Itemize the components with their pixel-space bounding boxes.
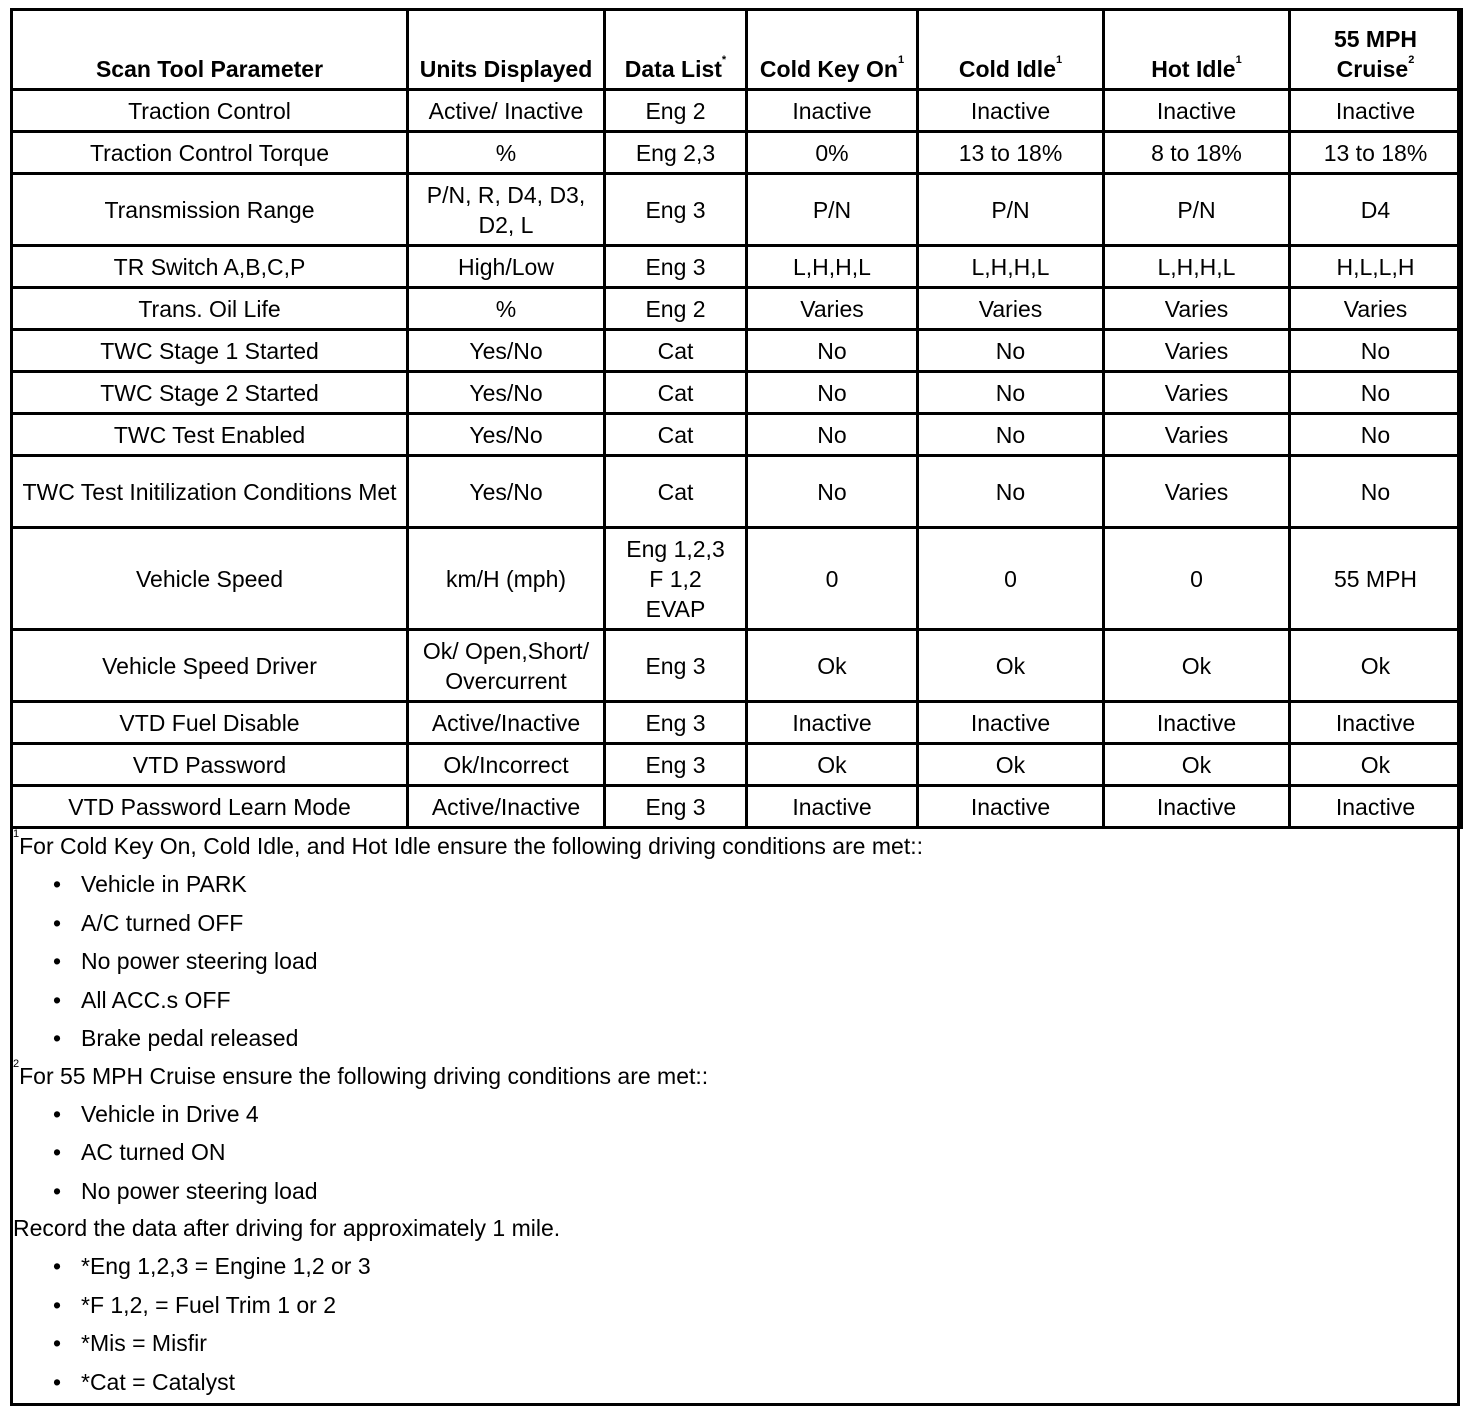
list-item-text: *Eng 1,2,3 = Engine 1,2 or 3 xyxy=(81,1253,371,1279)
value-cell: 0 xyxy=(747,528,918,630)
bullet-icon: • xyxy=(53,871,62,897)
value-cell: Yes/No xyxy=(408,456,605,528)
table-row xyxy=(12,288,1462,330)
value-cell: Varies xyxy=(1104,456,1290,528)
footnote-1-list xyxy=(13,865,1453,1058)
value-cell: 0% xyxy=(747,132,918,174)
value-cell: No xyxy=(1290,372,1462,414)
record-note: Record the data after driving for approximately 1 mile. xyxy=(13,1215,561,1241)
parameter-cell: TWC Stage 2 Started xyxy=(12,372,408,414)
value-cell: P/N xyxy=(747,174,918,246)
parameter-cell: Trans. Oil Life xyxy=(12,288,408,330)
table-body xyxy=(12,90,1462,828)
parameter-cell: Vehicle Speed xyxy=(12,528,408,630)
value-cell: Eng 3 xyxy=(605,702,747,744)
value-cell: Cat xyxy=(605,330,747,372)
value-cell: Ok/ Open,Short/ Overcurrent xyxy=(408,630,605,702)
value-cell: No xyxy=(918,372,1104,414)
value-cell: P/N xyxy=(1104,174,1290,246)
value-cell: Ok xyxy=(1104,744,1290,786)
value-cell: Inactive xyxy=(1104,702,1290,744)
parameter-cell: TWC Test Initilization Conditions Met xyxy=(12,456,408,528)
bullet-icon: • xyxy=(53,1291,62,1318)
column-header-text: Data List xyxy=(624,56,722,82)
column-header xyxy=(1290,10,1462,90)
table-row xyxy=(12,702,1462,744)
value-cell: No xyxy=(918,456,1104,528)
value-cell: Inactive xyxy=(918,702,1104,744)
value-cell: % xyxy=(408,288,605,330)
parameter-cell: TR Switch A,B,C,P xyxy=(12,246,408,288)
value-cell: L,H,H,L xyxy=(747,246,918,288)
value-cell: Yes/No xyxy=(408,330,605,372)
value-cell: L,H,H,L xyxy=(918,246,1104,288)
value-cell: 13 to 18% xyxy=(918,132,1104,174)
value-cell: No xyxy=(918,414,1104,456)
footnote-2-text: For 55 MPH Cruise ensure the following driving conditions are met:: xyxy=(19,1062,709,1089)
value-cell: Eng 3 xyxy=(605,786,747,828)
table-row xyxy=(12,786,1462,828)
value-cell: Varies xyxy=(1290,288,1462,330)
value-cell: Ok/Incorrect xyxy=(408,744,605,786)
value-cell: High/Low xyxy=(408,246,605,288)
bullet-icon: • xyxy=(53,1100,62,1127)
value-cell: P/N xyxy=(918,174,1104,246)
column-header-text: Scan Tool Parameter xyxy=(95,56,324,82)
footnote-2-list xyxy=(13,1095,1453,1211)
value-cell: Eng 3 xyxy=(605,174,747,246)
bullet-icon: • xyxy=(53,1368,62,1395)
list-item-text: Vehicle in Drive 4 xyxy=(81,1100,259,1127)
value-cell: Varies xyxy=(1104,414,1290,456)
list-item xyxy=(13,1172,1453,1211)
parameter-cell: TWC Stage 1 Started xyxy=(12,330,408,372)
table-row xyxy=(12,528,1462,630)
value-cell: Varies xyxy=(747,288,918,330)
parameter-cell: Traction Control xyxy=(12,90,408,132)
value-cell: Ok xyxy=(747,630,918,702)
value-cell: % xyxy=(408,132,605,174)
value-cell: D4 xyxy=(1290,174,1462,246)
value-cell: Active/ Inactive xyxy=(408,90,605,132)
list-item xyxy=(13,1324,1453,1363)
bullet-icon: • xyxy=(53,948,62,974)
value-cell: No xyxy=(747,456,918,528)
value-cell: Eng 2,3 xyxy=(605,132,747,174)
footnotes xyxy=(13,828,1453,1401)
value-cell: Varies xyxy=(918,288,1104,330)
list-item xyxy=(13,1133,1453,1172)
footnote-2 xyxy=(13,1058,1453,1095)
bullet-icon: • xyxy=(53,1330,62,1356)
value-cell: Ok xyxy=(1290,744,1462,786)
column-header-marker: 2 xyxy=(1408,54,1415,66)
list-item xyxy=(13,865,1453,904)
value-cell: Cat xyxy=(605,456,747,528)
value-cell: Cat xyxy=(605,414,747,456)
value-cell: 13 to 18% xyxy=(1290,132,1462,174)
list-item-text: Vehicle in PARK xyxy=(81,871,247,897)
bullet-icon: • xyxy=(53,1025,62,1051)
value-cell: 0 xyxy=(1104,528,1290,630)
list-item-text: Brake pedal released xyxy=(81,1025,299,1051)
value-cell: 0 xyxy=(918,528,1104,630)
value-cell: Inactive xyxy=(1290,90,1462,132)
value-cell: P/N, R, D4, D3, D2, L xyxy=(408,174,605,246)
list-item-text: *Cat = Catalyst xyxy=(81,1368,236,1395)
value-cell: Inactive xyxy=(1104,90,1290,132)
table-row xyxy=(12,744,1462,786)
parameter-cell: VTD Fuel Disable xyxy=(12,702,408,744)
value-cell: Cat xyxy=(605,372,747,414)
value-cell: Inactive xyxy=(747,786,918,828)
list-item xyxy=(13,1095,1453,1134)
value-cell: Inactive xyxy=(918,786,1104,828)
column-header-text: Cold Key On xyxy=(759,56,898,82)
value-cell: No xyxy=(747,372,918,414)
table-row xyxy=(12,174,1462,246)
list-item xyxy=(13,1247,1453,1286)
value-cell: 8 to 18% xyxy=(1104,132,1290,174)
value-cell: Ok xyxy=(918,744,1104,786)
value-cell: L,H,H,L xyxy=(1104,246,1290,288)
scan-tool-table xyxy=(10,8,1463,829)
column-header xyxy=(747,10,918,90)
value-cell: Yes/No xyxy=(408,414,605,456)
list-item-text: *Mis = Misfir xyxy=(81,1330,207,1356)
value-cell: 55 MPH xyxy=(1290,528,1462,630)
table-row xyxy=(12,456,1462,528)
table-row xyxy=(12,90,1462,132)
list-item-text: No power steering load xyxy=(81,948,318,974)
bullet-icon: • xyxy=(53,1139,62,1165)
value-cell: Eng 2 xyxy=(605,288,747,330)
table-row xyxy=(12,372,1462,414)
bullet-icon: • xyxy=(53,986,62,1013)
bullet-icon: • xyxy=(53,1253,62,1279)
column-header-marker: 1 xyxy=(1056,54,1063,66)
value-cell: Eng 3 xyxy=(605,246,747,288)
table-row xyxy=(12,414,1462,456)
footnote-1-text: For Cold Key On, Cold Idle, and Hot Idle ensure the following driving conditions are met:: xyxy=(19,833,923,859)
value-cell: Inactive xyxy=(918,90,1104,132)
value-cell: Eng 3 xyxy=(605,744,747,786)
column-header-marker: 1 xyxy=(897,54,905,66)
value-cell: Ok xyxy=(747,744,918,786)
value-cell: Inactive xyxy=(747,90,918,132)
list-item-text: All ACC.s OFF xyxy=(81,986,231,1013)
footnote-1 xyxy=(13,828,1453,865)
parameter-cell: Vehicle Speed Driver xyxy=(12,630,408,702)
column-header-marker: 1 xyxy=(1235,54,1242,66)
value-cell: Eng 1,2,3 F 1,2 EVAP xyxy=(605,528,747,630)
column-header-marker: * xyxy=(721,54,727,66)
parameter-cell: Traction Control Torque xyxy=(12,132,408,174)
column-header-text: Hot Idle xyxy=(1151,56,1236,82)
list-item-text: A/C turned OFF xyxy=(81,909,244,936)
column-header xyxy=(12,10,408,90)
value-cell: No xyxy=(1290,456,1462,528)
value-cell: Active/Inactive xyxy=(408,786,605,828)
parameter-cell: TWC Test Enabled xyxy=(12,414,408,456)
value-cell: Varies xyxy=(1104,288,1290,330)
column-header xyxy=(918,10,1104,90)
list-item xyxy=(13,1286,1453,1325)
value-cell: Inactive xyxy=(1290,786,1462,828)
value-cell: Inactive xyxy=(1290,702,1462,744)
abbreviation-list xyxy=(13,1247,1453,1401)
header-row xyxy=(12,10,1462,90)
bullet-icon: • xyxy=(53,1177,62,1204)
list-item xyxy=(13,1019,1453,1058)
list-item-text: AC turned ON xyxy=(81,1139,226,1165)
value-cell: No xyxy=(1290,330,1462,372)
value-cell: No xyxy=(747,414,918,456)
value-cell: Yes/No xyxy=(408,372,605,414)
table-row xyxy=(12,132,1462,174)
value-cell: H,L,L,H xyxy=(1290,246,1462,288)
table-row xyxy=(12,630,1462,702)
value-cell: Eng 3 xyxy=(605,630,747,702)
value-cell: Eng 2 xyxy=(605,90,747,132)
table-row xyxy=(12,330,1462,372)
column-header-text: Units Displayed xyxy=(419,56,593,82)
parameter-cell: Transmission Range xyxy=(12,174,408,246)
column-header-text: 55 MPH Cruise xyxy=(1333,26,1418,82)
list-item-text: *F 1,2, = Fuel Trim 1 or 2 xyxy=(81,1291,337,1318)
value-cell: Active/Inactive xyxy=(408,702,605,744)
value-cell: Ok xyxy=(1290,630,1462,702)
footnote-2-marker: 2 xyxy=(13,1057,20,1070)
bullet-icon: • xyxy=(53,909,62,936)
value-cell: Ok xyxy=(918,630,1104,702)
value-cell: No xyxy=(747,330,918,372)
value-cell: Ok xyxy=(1104,630,1290,702)
column-header xyxy=(605,10,747,90)
table-row xyxy=(12,246,1462,288)
parameter-cell: VTD Password xyxy=(12,744,408,786)
column-header xyxy=(408,10,605,90)
list-item xyxy=(13,981,1453,1020)
footnote-1-marker: 1 xyxy=(13,828,20,840)
value-cell: No xyxy=(1290,414,1462,456)
column-header-text: Cold Idle xyxy=(958,56,1056,82)
list-item xyxy=(13,904,1453,943)
value-cell: Inactive xyxy=(747,702,918,744)
parameter-cell: VTD Password Learn Mode xyxy=(12,786,408,828)
value-cell: Varies xyxy=(1104,330,1290,372)
column-header xyxy=(1104,10,1290,90)
list-item xyxy=(13,942,1453,981)
value-cell: Varies xyxy=(1104,372,1290,414)
list-item xyxy=(13,1363,1453,1402)
value-cell: km/H (mph) xyxy=(408,528,605,630)
list-item-text: No power steering load xyxy=(81,1177,318,1204)
value-cell: No xyxy=(918,330,1104,372)
value-cell: Inactive xyxy=(1104,786,1290,828)
